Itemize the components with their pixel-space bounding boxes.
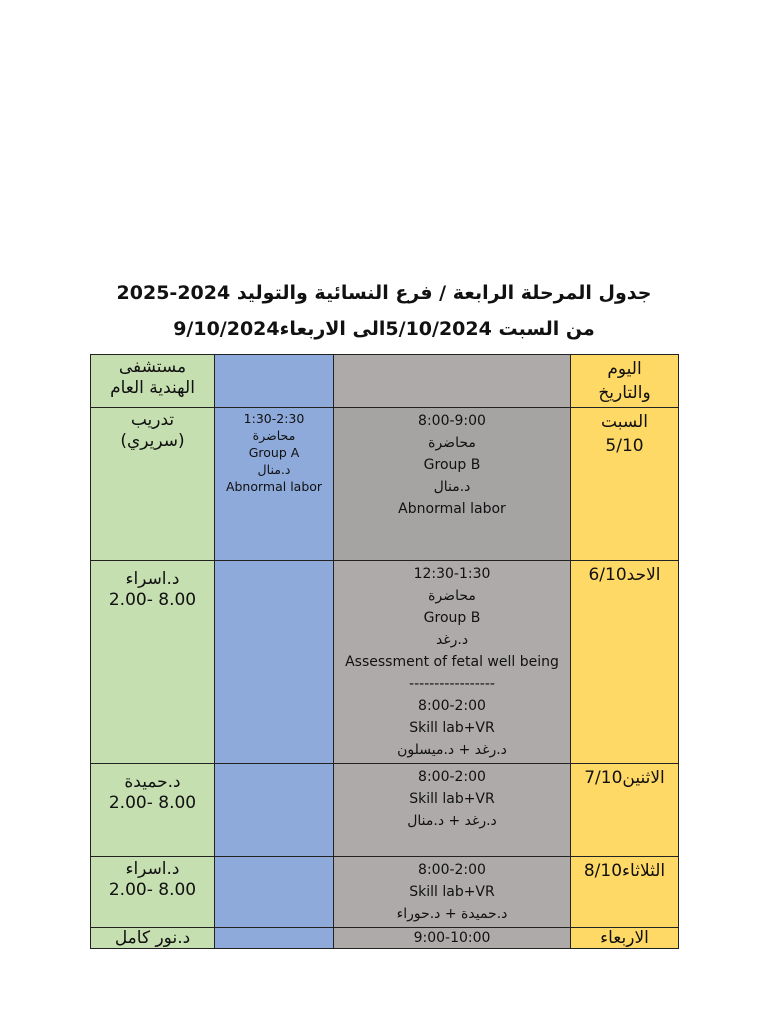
hospital-cell-line: (سريري) [120, 431, 185, 451]
main-cell-line: 9:00-10:00 [413, 930, 491, 946]
hospital-cell-line: د.اسراء [125, 569, 180, 589]
header-day-line: والتاريخ [598, 383, 651, 403]
header-side-empty [215, 355, 334, 408]
hospital-cell-line: 8.00 -2.00 [108, 880, 197, 900]
main-cell [334, 561, 571, 764]
header-hospital-line: الهندية العام [110, 378, 195, 398]
day-cell-line: الاثنين7/10 [584, 768, 665, 788]
main-cell-line: د.منال [433, 479, 471, 495]
hospital-cell [91, 561, 215, 764]
side-cell-line: محاضرة [252, 428, 296, 443]
side-cell-line: د.منال [257, 462, 291, 477]
day-cell [571, 928, 679, 949]
main-cell-line: د.رغد + د.منال [407, 813, 497, 829]
main-cell [334, 408, 571, 561]
side-cell [215, 561, 334, 764]
main-cell-line: Abnormal labor [398, 501, 506, 517]
schedule-table [90, 354, 679, 949]
header-hospital-line: مستشفى [118, 357, 187, 377]
day-cell [571, 408, 679, 561]
table-header-row [91, 355, 679, 408]
hospital-cell-line: د.حميدة [124, 772, 181, 792]
main-cell-line: 12:30-1:30 [413, 566, 491, 582]
main-cell [334, 764, 571, 857]
hospital-cell-line: د.نور كامل [114, 928, 191, 948]
main-cell [334, 928, 571, 949]
day-cell [571, 764, 679, 857]
hospital-cell-line: 8.00 -2.00 [108, 793, 197, 813]
day-cell-line: الثلاثاء8/10 [583, 861, 666, 881]
hospital-cell-line: د.اسراء [125, 859, 180, 879]
main-cell-line: محاضرة [428, 435, 476, 451]
main-cell-line: 8:00-2:00 [418, 698, 486, 714]
main-cell [334, 857, 571, 928]
table-row [91, 928, 679, 949]
header-day [571, 355, 679, 408]
main-cell-line: 8:00-2:00 [418, 769, 486, 785]
main-cell-line: Group B [423, 457, 481, 473]
hospital-cell [91, 928, 215, 949]
day-cell-line: 5/10 [605, 436, 644, 456]
side-cell [215, 764, 334, 857]
header-day-line: اليوم [607, 359, 642, 379]
main-cell-line: ----------------- [409, 676, 495, 692]
page-title: جدول المرحلة الرابعة / فرع النسائية والتوليد 2024-2025 [116, 282, 652, 304]
side-cell-line: 1:30-2:30 [243, 411, 305, 426]
header-main-empty [334, 355, 571, 408]
day-cell-line: الاحد6/10 [588, 565, 661, 585]
side-cell-line: Group A [248, 445, 300, 460]
hospital-cell [91, 857, 215, 928]
page-subtitle: من السبت 5/10/2024الى الاربعاء9/10/2024 [173, 318, 595, 340]
main-cell-line: Skill lab+VR [409, 720, 495, 736]
side-cell-line: Abnormal labor [225, 479, 323, 494]
main-cell-line: د.رغد [435, 632, 469, 648]
table-row [91, 561, 679, 764]
main-cell-line: 8:00-2:00 [418, 862, 486, 878]
main-cell-line: Group B [423, 610, 481, 626]
main-cell-line: Skill lab+VR [409, 791, 495, 807]
side-cell [215, 857, 334, 928]
hospital-cell-line: تدريب [130, 410, 175, 430]
day-cell [571, 857, 679, 928]
main-cell-line: Assessment of fetal well being [345, 654, 559, 670]
table-row [91, 764, 679, 857]
hospital-cell [91, 408, 215, 561]
side-cell [215, 408, 334, 561]
main-cell-line: 8:00-9:00 [418, 413, 486, 429]
main-cell-line: د.حميدة + د.حوراء [396, 906, 508, 922]
hospital-cell [91, 764, 215, 857]
day-cell-line: السبت [601, 412, 648, 432]
main-cell-line: محاضرة [428, 588, 476, 604]
main-cell-line: Skill lab+VR [409, 884, 495, 900]
header-hospital [91, 355, 215, 408]
side-cell [215, 928, 334, 949]
table-row [91, 857, 679, 928]
day-cell [571, 561, 679, 764]
table-row [91, 408, 679, 561]
main-cell-line: د.رغد + د.ميسلون [397, 742, 507, 758]
day-cell-line: الاربعاء [600, 928, 649, 948]
hospital-cell-line: 8.00 -2.00 [108, 590, 197, 610]
